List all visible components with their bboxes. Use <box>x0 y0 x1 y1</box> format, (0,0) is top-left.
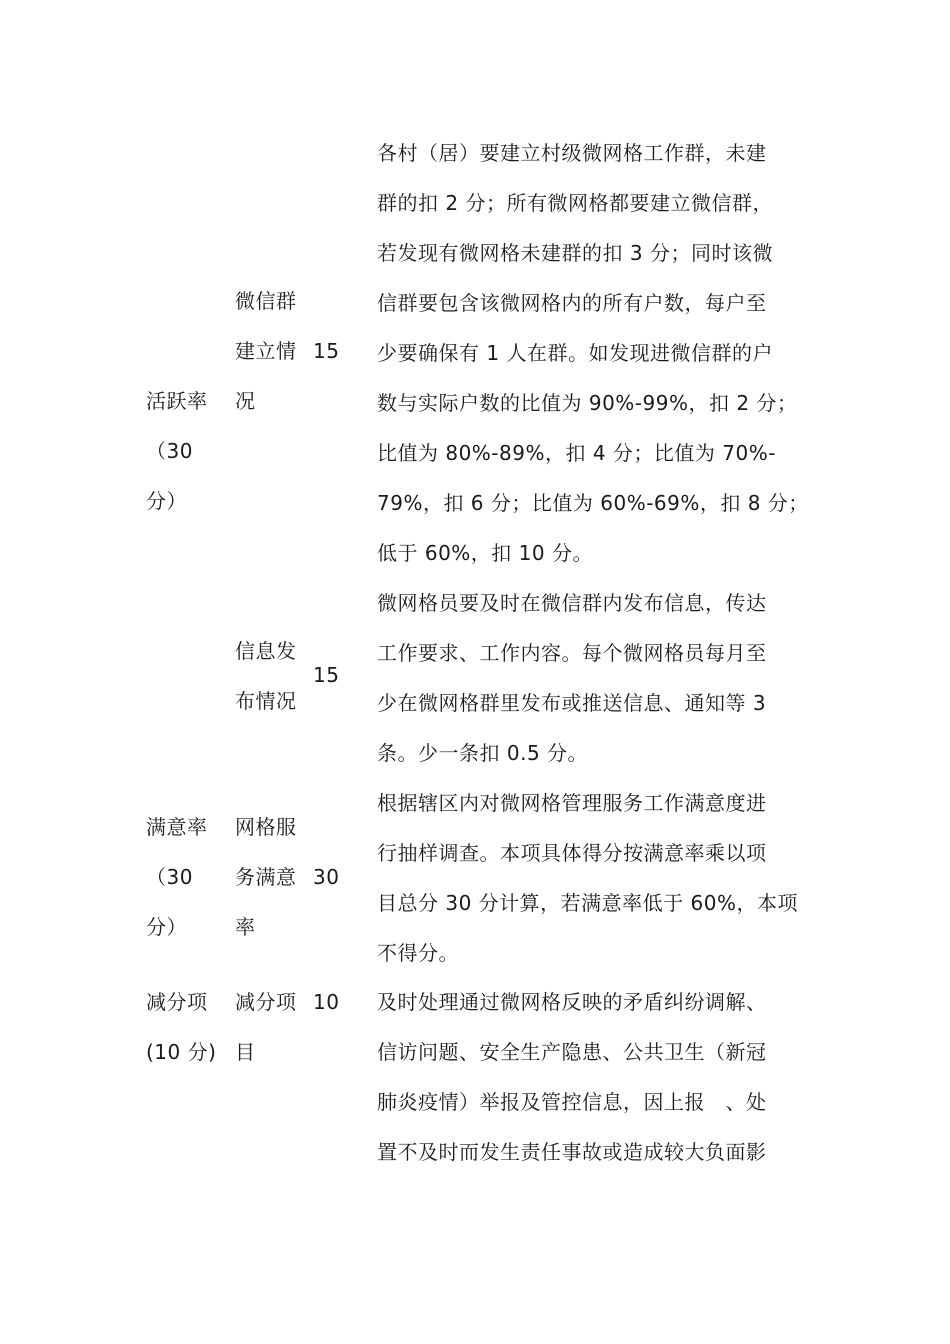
desc-line: 肺炎疫情）举报及管控信息，因上报 、处 <box>377 1090 767 1114</box>
category-line: 活跃率 <box>146 389 208 413</box>
desc-line: 微网格员要及时在微信群内发布信息，传达 <box>377 591 767 615</box>
item-info-publish <box>235 626 297 726</box>
desc-wechat-group <box>377 128 817 578</box>
desc-line: 及时处理通过微网格反映的矛盾纠纷调解、 <box>377 990 767 1014</box>
desc-line: 根据辖区内对微网格管理服务工作满意度进 <box>377 791 767 815</box>
item-line: 建立情 <box>235 339 297 363</box>
desc-line: 不得分。 <box>377 941 459 965</box>
item-line: 微信群 <box>235 289 297 313</box>
item-line: 减分项 <box>235 990 297 1014</box>
category-deduction <box>146 977 216 1077</box>
desc-line: 少要确保有 1 人在群。如发现进微信群的户 <box>377 341 773 365</box>
desc-line: 信访问题、安全生产隐患、公共卫生（新冠 <box>377 1040 767 1064</box>
item-line: 布情况 <box>235 689 297 713</box>
item-grid-service <box>235 802 297 952</box>
desc-line: 低于 60%，扣 10 分。 <box>377 541 593 565</box>
desc-line: 79%，扣 6 分；比值为 60%-69%，扣 8 分； <box>377 491 809 515</box>
desc-line: 置不及时而发生责任事故或造成较大负面影 <box>377 1140 767 1164</box>
item-line: 信息发 <box>235 639 297 663</box>
desc-line: 各村（居）要建立村级微网格工作群，未建 <box>377 141 767 165</box>
desc-line: 比值为 80%-89%，扣 4 分；比值为 70%- <box>377 441 776 465</box>
category-line: (10 分) <box>146 1040 217 1064</box>
category-line: 分） <box>146 489 187 513</box>
item-line: 目 <box>235 1040 256 1064</box>
desc-line: 信群要包含该微网格内的所有户数，每户至 <box>377 291 767 315</box>
desc-line: 条。少一条扣 0.5 分。 <box>377 741 589 765</box>
category-line: 减分项 <box>146 990 208 1014</box>
score-grid-service: 30 <box>313 865 340 889</box>
desc-line: 若发现有微网格未建群的扣 3 分；同时该微 <box>377 241 773 265</box>
category-line: （30 <box>146 865 193 889</box>
category-line: （30 <box>146 439 193 463</box>
item-line: 况 <box>235 389 256 413</box>
desc-line: 目总分 30 分计算，若满意率低于 60%，本项 <box>377 891 798 915</box>
desc-line: 工作要求、工作内容。每个微网格员每月至 <box>377 641 767 665</box>
item-line: 率 <box>235 915 256 939</box>
desc-line: 行抽样调查。本项具体得分按满意率乘以项 <box>377 841 767 865</box>
item-line: 务满意 <box>235 865 297 889</box>
category-line: 满意率 <box>146 815 208 839</box>
desc-line: 群的扣 2 分；所有微网格都要建立微信群， <box>377 191 773 215</box>
desc-deduction <box>377 977 817 1177</box>
desc-info-publish <box>377 578 817 778</box>
category-line: 分） <box>146 915 187 939</box>
desc-line: 数与实际户数的比值为 90%-99%，扣 2 分； <box>377 391 798 415</box>
desc-grid-service <box>377 778 817 978</box>
score-wechat-group: 15 <box>313 339 340 363</box>
desc-line: 少在微网格群里发布或推送信息、通知等 3 <box>377 691 767 715</box>
score-deduction: 10 <box>313 990 340 1014</box>
category-activity <box>146 376 208 526</box>
item-wechat-group <box>235 276 297 426</box>
item-line: 网格服 <box>235 815 297 839</box>
item-deduction <box>235 977 297 1077</box>
score-info-publish: 15 <box>313 663 340 687</box>
category-satisfaction <box>146 802 208 952</box>
